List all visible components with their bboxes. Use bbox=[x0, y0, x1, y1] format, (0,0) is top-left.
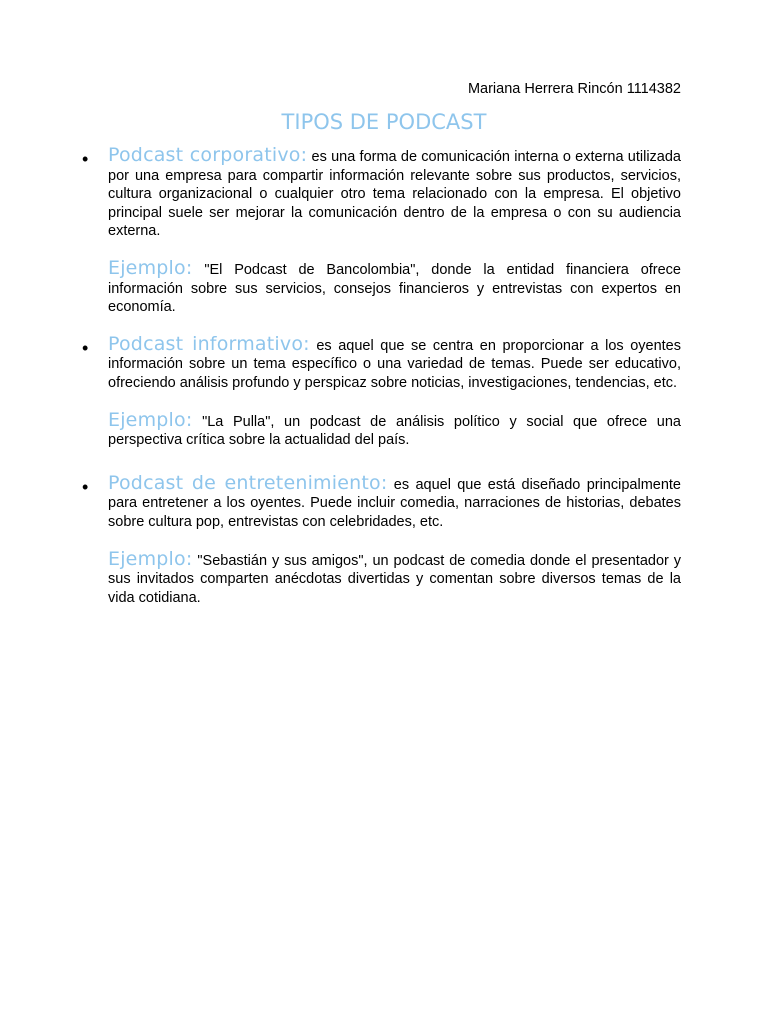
item-definition bbox=[108, 471, 681, 532]
example-text: "El Podcast de Bancolombia", donde la entidad financiera ofrece información sobre sus servicios, consejos financieros y entrevistas con expertos en economía. bbox=[108, 261, 681, 316]
item-definition bbox=[108, 332, 681, 393]
example-label: Ejemplo: bbox=[108, 408, 193, 431]
item-term: Podcast informativo: bbox=[108, 332, 310, 355]
list-item-corporativo bbox=[82, 144, 681, 317]
item-term: Podcast corporativo: bbox=[108, 144, 308, 166]
item-description: es una forma de comunicación interna o externa utilizada por una empresa para compartir información relevante sobre sus productos, servicios, cultura organizacional o cualquier otro tema relacionado con la empresa. El objetivo principal suele ser mejorar la comunicación dentro de la empresa o con su audiencia externa. bbox=[108, 149, 681, 240]
item-example bbox=[108, 547, 682, 608]
example-text: "La Pulla", un podcast de análisis político y social que ofrece una perspectiva crítica sobre la actualidad del país. bbox=[108, 413, 681, 449]
list-item-entretenimiento bbox=[82, 471, 682, 608]
item-example bbox=[108, 408, 681, 450]
item-description: es aquel que está diseñado principalmente para entretener a los oyentes. Puede incluir comedia, narraciones de historias, debates sobre cultura pop, entrevistas con celebridades, etc. bbox=[108, 476, 681, 530]
author-line: Mariana Herrera Rincón 1114382 bbox=[467, 81, 681, 97]
item-definition bbox=[108, 146, 681, 241]
podcast-types-list bbox=[82, 144, 682, 607]
bullet-icon: • bbox=[82, 337, 89, 358]
example-text: "Sebastián y sus amigos", un podcast de comedia donde el presentador y sus invitados comparten anécdotas divertidas y comentan sobre diversos temas de la vida cotidiana. bbox=[108, 552, 682, 606]
item-example bbox=[108, 256, 681, 317]
item-term: Podcast de entretenimiento: bbox=[108, 471, 388, 494]
list-item-informativo bbox=[82, 332, 681, 450]
example-label: Ejemplo: bbox=[108, 256, 193, 279]
example-label: Ejemplo: bbox=[108, 547, 193, 570]
bullet-icon: • bbox=[82, 476, 89, 497]
item-description: es aquel que se centra en proporcionar a los oyentes información sobre un tema específico o una variedad de temas. Puede ser educativo, ofreciendo análisis profundo y perspicaz sobre noticias, investigaciones, tendencias, etc. bbox=[108, 337, 681, 391]
document-title: TIPOS DE PODCAST bbox=[281, 110, 487, 134]
bullet-icon: • bbox=[82, 149, 89, 169]
